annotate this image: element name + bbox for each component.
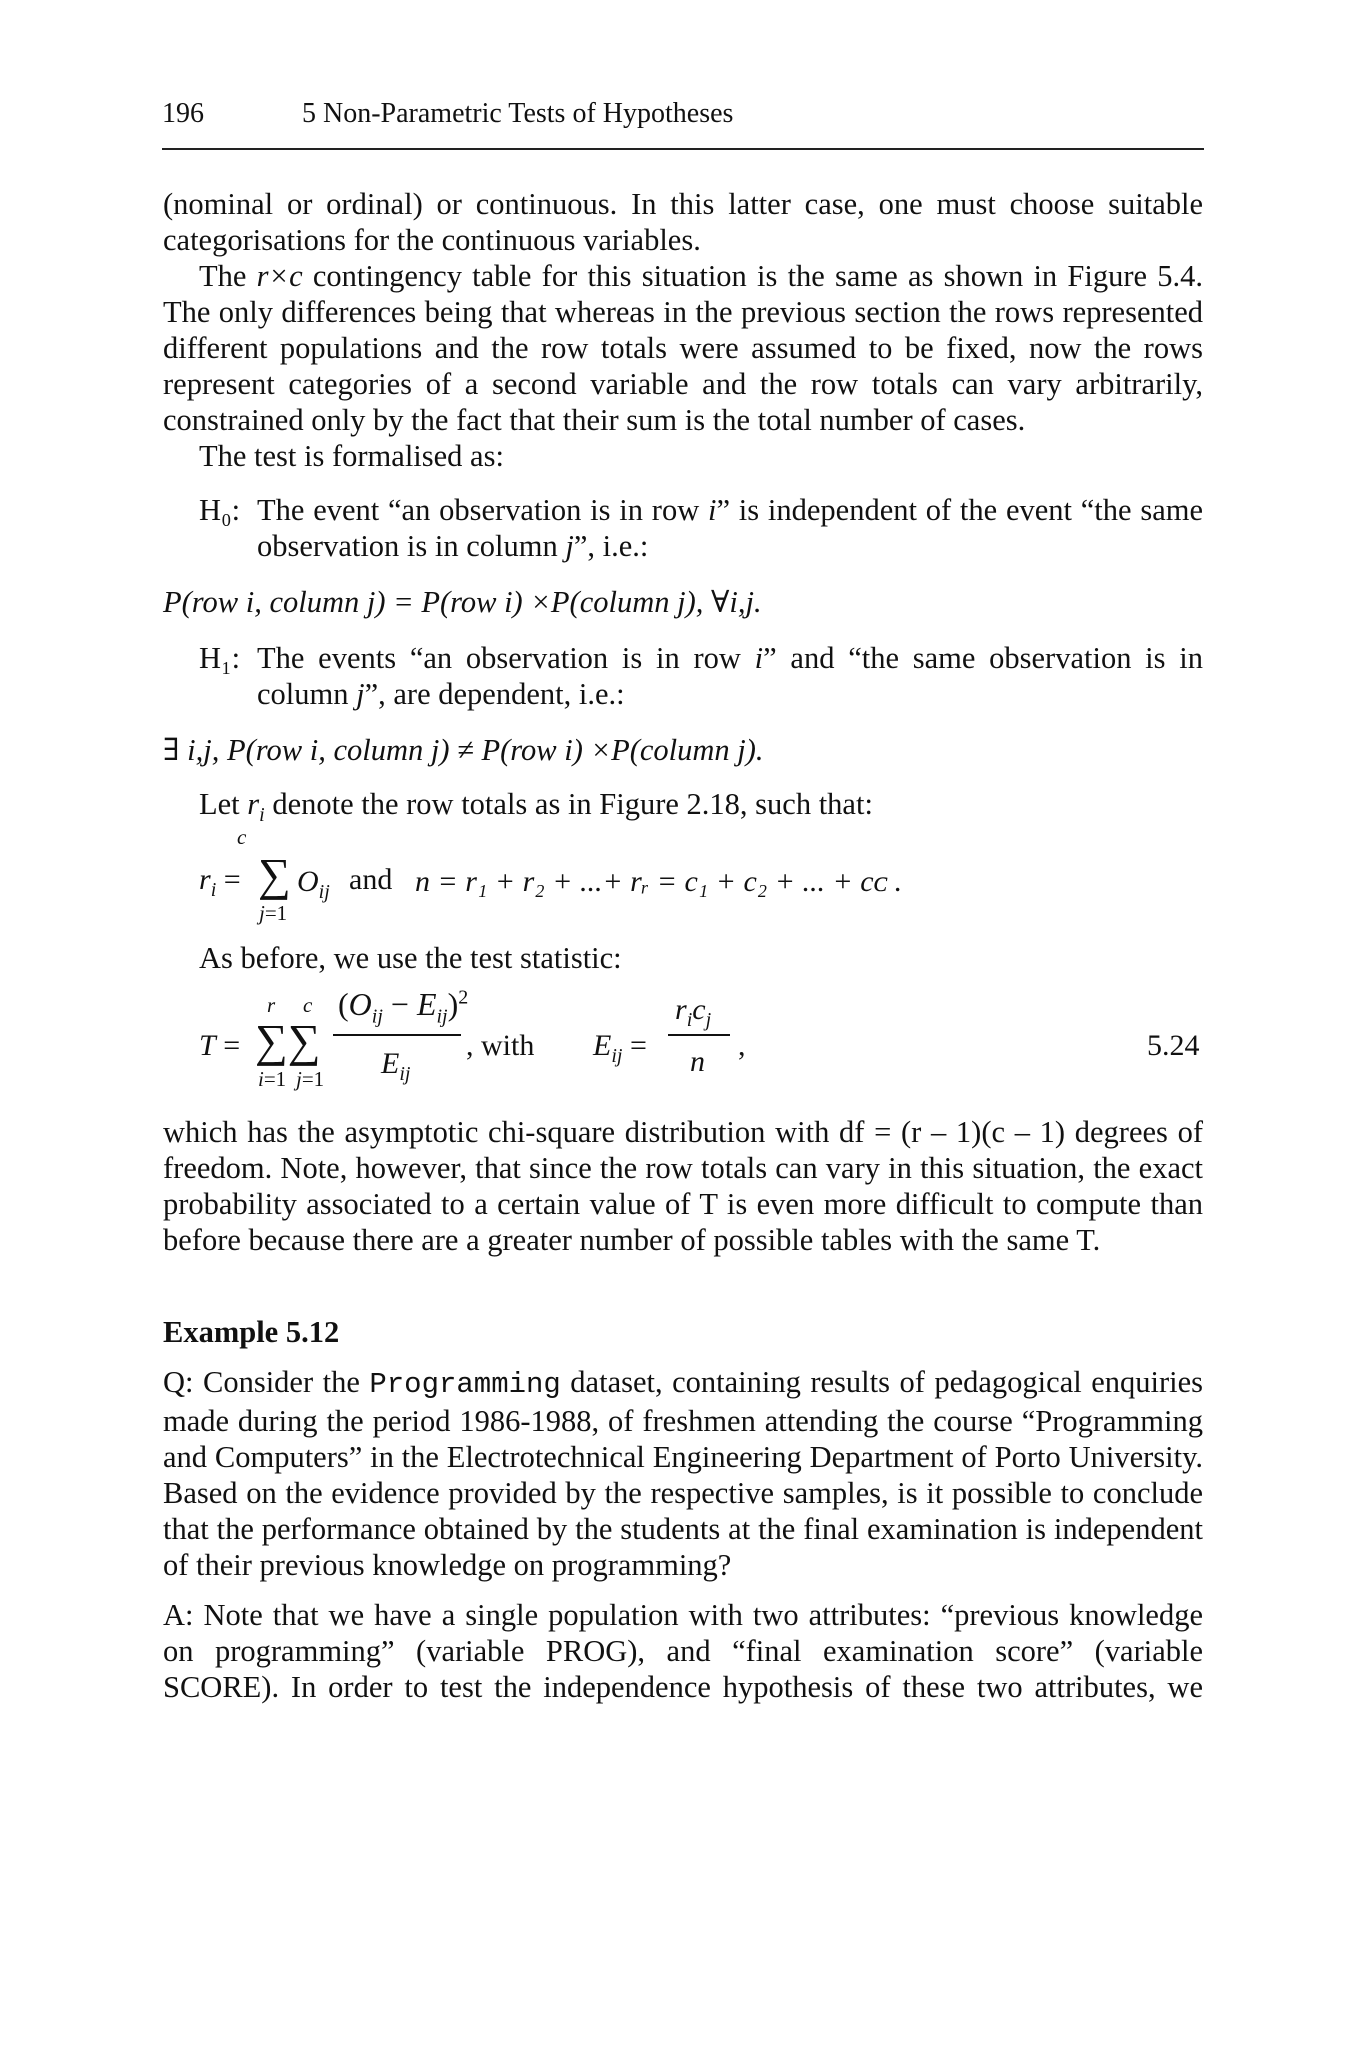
total-equation: n = r₁ + r₂ + ...+ rᵣ = c₁ + c₂ + ... + cᴄ . <box>415 865 903 898</box>
dataset-name: Programming <box>369 1368 561 1401</box>
rxc-symbol: r×c <box>256 259 303 293</box>
equation-number: 5.24 <box>1147 1029 1200 1062</box>
paragraph-row-totals: Let $r_i$ denote the row totals as in Figure 2.18, such that: <box>199 787 873 827</box>
and-word: and <box>349 863 393 896</box>
h1-formula: ∃ i,j, P(row i, column j) ≠ P(row i) ×P(column j). <box>163 733 764 767</box>
h1-label: H₁: <box>199 641 241 675</box>
example-heading: Example 5.12 <box>163 1315 340 1349</box>
paragraph-formalised: The test is formalised as: <box>199 439 504 473</box>
paragraph-contingency: The r×c contingency table for this situation is the same as shown in Figure 5.4. The only differences being that whereas in the previous section the rows represented different populations and the row totals were assumed to be fixed, now the rows represent categories of a second variable and the row totals can vary arbitrarily, constrained only by the fact that their sum is the total number of cases. <box>163 259 1204 437</box>
page-number: 196 <box>162 98 204 129</box>
chapter-title: 5 Non-Parametric Tests of Hypotheses <box>302 98 734 129</box>
with-word: , with <box>466 1029 535 1062</box>
hypothesis-h1 <box>199 640 1203 712</box>
h0-formula: P(row i, column j) = P(row i) ×P(column j), ∀i,j. <box>163 585 762 619</box>
paragraph-chi-square: which has the asymptotic chi-square distribution with df = (r – 1)(c – 1) degrees of freedom. Note, however, that since the row totals can vary in this situation, the exact probability associated to a certain value of T is even more difficult to compute than before because there are a greater number of possible tables with the same T. <box>163 1115 1203 1257</box>
paragraph-categorisations: (nominal or ordinal) or continuous. In this latter case, one must choose suitable categorisations for the continuous variables. <box>163 187 1203 257</box>
header-rule <box>162 148 1204 150</box>
equation-5-24: T = r c ∑∑ i=1 j=1 $(O_{ij} - E_{ij})^2$ $E_{ij}$ , with $E_{ij}$ = $r_ic_j$ n , 5.24 <box>199 986 1200 1091</box>
h1-statement: The events “an observation is in row i” and “the same observation is in column j”, are dependent, i.e.: <box>257 641 1203 711</box>
example-question: Q: Consider the Programming dataset, containing results of pedagogical enquiries made during the period 1986-1988, of freshmen attending the course “Programming and Computers” in the Electrotechnical Engineering Department of Porto University. Based on the evidence provided by the respective samples, is it possible to conclude that the performance obtained by the students at the final examination is independent of their previous knowledge on programming? <box>163 1365 1203 1582</box>
h0-label: H₀: <box>199 493 241 527</box>
paragraph-test-statistic: As before, we use the test statistic: <box>199 941 622 975</box>
equation-row-totals: c $r_i$ = ∑ $O_{ij}$ j=1 and n = r₁ + r₂ + ...+ rᵣ = c₁ + c₂ + ... + cᴄ . <box>199 825 903 925</box>
h0-statement: The event “an observation is in row i” is independent of the event “the same observation is in column j”, i.e.: <box>257 493 1204 563</box>
body-text <box>163 186 1203 1705</box>
example-answer: A: Note that we have a single population with two attributes: “previous knowledge on programming” (variable PROG), and “final examination score” (variable SCORE). In order to test the independence hypothesis of these two attributes, we <box>163 1598 1203 1704</box>
hypothesis-h0 <box>199 492 1203 564</box>
